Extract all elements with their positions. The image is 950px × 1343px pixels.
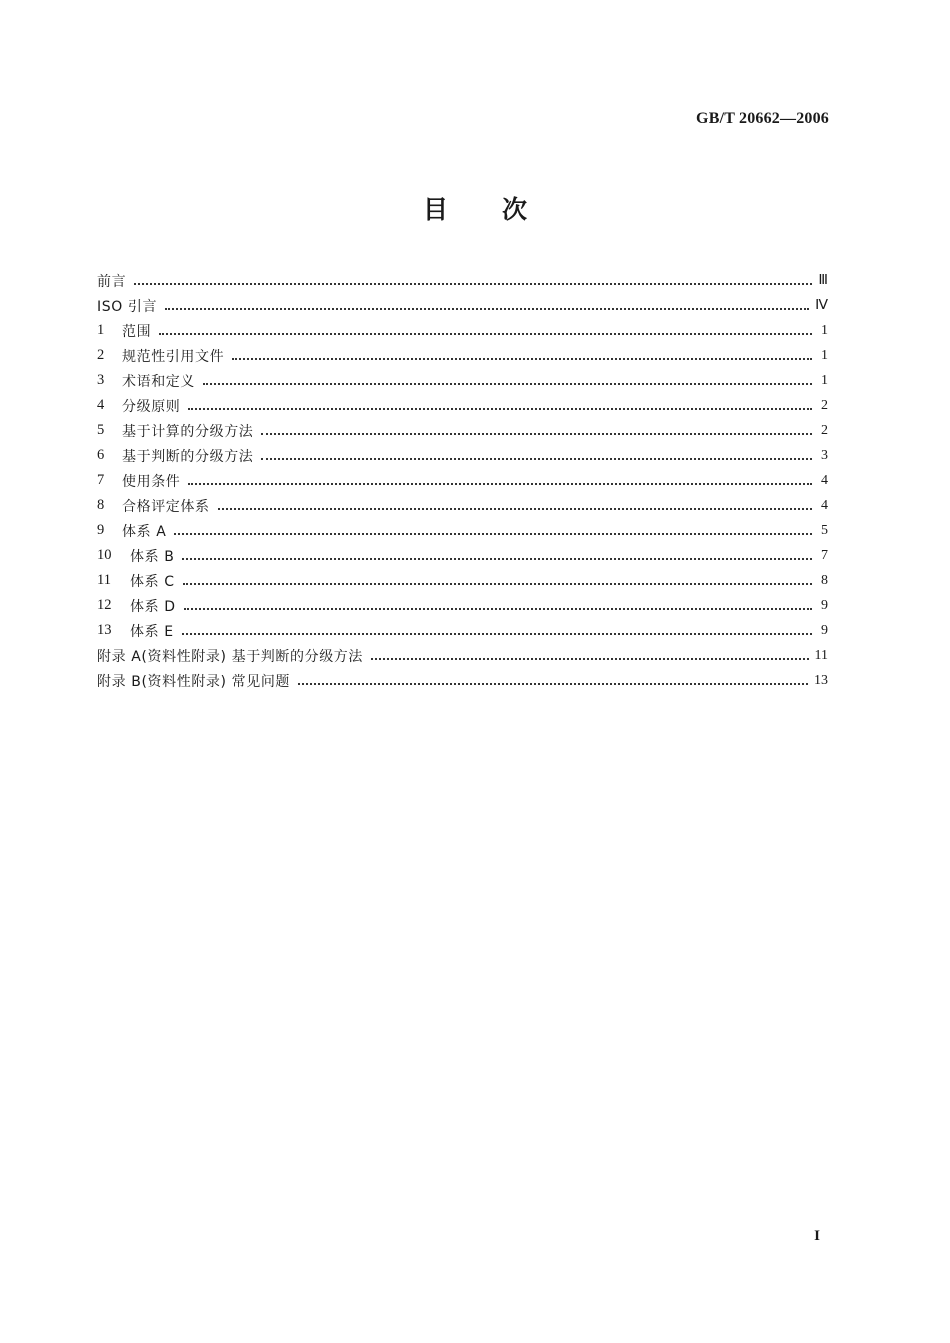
toc-entry[interactable] xyxy=(97,393,828,418)
toc-dot-leader xyxy=(261,432,812,435)
toc-entry-page: 7 xyxy=(821,547,828,563)
toc-entry-label xyxy=(97,596,176,616)
toc-entry[interactable] xyxy=(97,643,828,668)
toc-entry-number: 13 xyxy=(97,622,112,638)
toc-entry[interactable] xyxy=(97,668,828,693)
toc-entry-number: 11 xyxy=(97,572,111,588)
toc-dot-leader xyxy=(182,557,812,560)
toc-dot-leader xyxy=(261,457,812,460)
toc-dot-leader xyxy=(218,507,812,510)
toc-entry-page: 9 xyxy=(821,622,828,638)
toc-entry-label xyxy=(97,446,253,466)
toc-dot-leader xyxy=(159,332,812,335)
toc-entry-number: 4 xyxy=(97,397,105,413)
toc-entry-page: 9 xyxy=(821,597,828,613)
toc-dot-leader xyxy=(183,582,812,585)
toc-entry-title: 体系 A xyxy=(122,523,167,540)
toc-entry-label xyxy=(97,471,180,491)
toc-dot-leader xyxy=(174,532,812,535)
toc-entry-number: 9 xyxy=(97,522,105,538)
table-of-contents xyxy=(97,268,828,693)
toc-entry-title: 合格评定体系 xyxy=(122,498,210,515)
toc-entry-page: 1 xyxy=(821,322,828,338)
toc-dot-leader xyxy=(232,357,812,360)
toc-entry-title: 附录 A(资料性附录) 基于判断的分级方法 xyxy=(97,648,364,665)
toc-entry-label xyxy=(97,296,157,316)
toc-entry-page: 11 xyxy=(814,647,828,663)
toc-entry-label xyxy=(97,396,180,416)
toc-dot-leader xyxy=(188,407,812,410)
toc-entry-title: 规范性引用文件 xyxy=(122,348,225,365)
toc-entry-title: 体系 C xyxy=(130,573,175,590)
toc-entry-number: 8 xyxy=(97,497,105,513)
toc-entry-label xyxy=(97,521,166,541)
toc-entry-page: 2 xyxy=(821,422,828,438)
toc-entry-title: 分级原则 xyxy=(122,398,181,415)
toc-entry-title: 体系 B xyxy=(130,548,175,565)
toc-entry-number: 10 xyxy=(97,547,112,563)
toc-entry-page: 13 xyxy=(814,672,828,688)
toc-dot-leader xyxy=(188,482,812,485)
toc-entry[interactable] xyxy=(97,368,828,393)
toc-entry[interactable] xyxy=(97,618,828,643)
toc-entry-title: 基于判断的分级方法 xyxy=(122,448,254,465)
toc-entry-label xyxy=(97,271,126,291)
toc-dot-leader xyxy=(203,382,812,385)
toc-entry-number: 2 xyxy=(97,347,105,363)
toc-dot-leader xyxy=(184,607,812,610)
standard-number: GB/T 20662—2006 xyxy=(696,110,829,127)
toc-entry-page: 4 xyxy=(821,472,828,488)
toc-entry-number: 6 xyxy=(97,447,105,463)
toc-entry-number: 12 xyxy=(97,597,112,613)
toc-entry-page: 1 xyxy=(821,372,828,388)
toc-entry-label xyxy=(97,421,253,441)
toc-entry-label xyxy=(97,371,195,391)
toc-dot-leader xyxy=(165,307,809,310)
toc-entry-label xyxy=(97,346,224,366)
toc-entry-title: 使用条件 xyxy=(122,473,181,490)
toc-entry-number: 1 xyxy=(97,322,105,338)
toc-entry[interactable] xyxy=(97,343,828,368)
toc-entry-title: 前言 xyxy=(97,273,127,290)
toc-entry-number: 3 xyxy=(97,372,105,388)
page-title: 目次 xyxy=(422,195,581,224)
toc-entry-page: 2 xyxy=(821,397,828,413)
toc-entry[interactable] xyxy=(97,293,828,318)
toc-entry-label xyxy=(97,646,363,666)
toc-entry[interactable] xyxy=(97,518,828,543)
toc-entry-page: 4 xyxy=(821,497,828,513)
toc-entry-label xyxy=(97,671,290,691)
toc-entry-number: 5 xyxy=(97,422,105,438)
toc-dot-leader xyxy=(298,682,808,685)
toc-entry[interactable] xyxy=(97,418,828,443)
toc-entry-title: 术语和定义 xyxy=(122,373,195,390)
toc-entry[interactable] xyxy=(97,593,828,618)
toc-entry[interactable] xyxy=(97,268,828,293)
toc-entry[interactable] xyxy=(97,468,828,493)
toc-entry[interactable] xyxy=(97,443,828,468)
toc-entry[interactable] xyxy=(97,493,828,518)
toc-entry-title: 体系 E xyxy=(130,623,174,640)
toc-entry-page: Ⅲ xyxy=(818,273,828,288)
toc-dot-leader xyxy=(182,632,812,635)
toc-entry-label xyxy=(97,571,175,591)
toc-entry-page: 1 xyxy=(821,347,828,363)
toc-entry-title: ISO 引言 xyxy=(97,298,158,315)
toc-entry-page: 8 xyxy=(821,572,828,588)
toc-entry[interactable] xyxy=(97,568,828,593)
toc-entry-title: 附录 B(资料性附录) 常见问题 xyxy=(97,673,291,690)
toc-dot-leader xyxy=(134,282,812,285)
toc-entry-title: 基于计算的分级方法 xyxy=(122,423,254,440)
toc-entry-label xyxy=(97,621,174,641)
toc-entry-title: 范围 xyxy=(122,323,152,340)
toc-entry-label xyxy=(97,546,174,566)
toc-entry-number: 7 xyxy=(97,472,105,488)
page-number: I xyxy=(814,1228,820,1244)
toc-entry-title: 体系 D xyxy=(130,598,176,615)
toc-entry-page: 5 xyxy=(821,522,828,538)
toc-entry[interactable] xyxy=(97,543,828,568)
toc-entry-label xyxy=(97,321,151,341)
toc-entry[interactable] xyxy=(97,318,828,343)
toc-entry-page: Ⅳ xyxy=(815,298,828,313)
toc-entry-label xyxy=(97,496,210,516)
toc-dot-leader xyxy=(371,657,809,660)
toc-entry-page: 3 xyxy=(821,447,828,463)
